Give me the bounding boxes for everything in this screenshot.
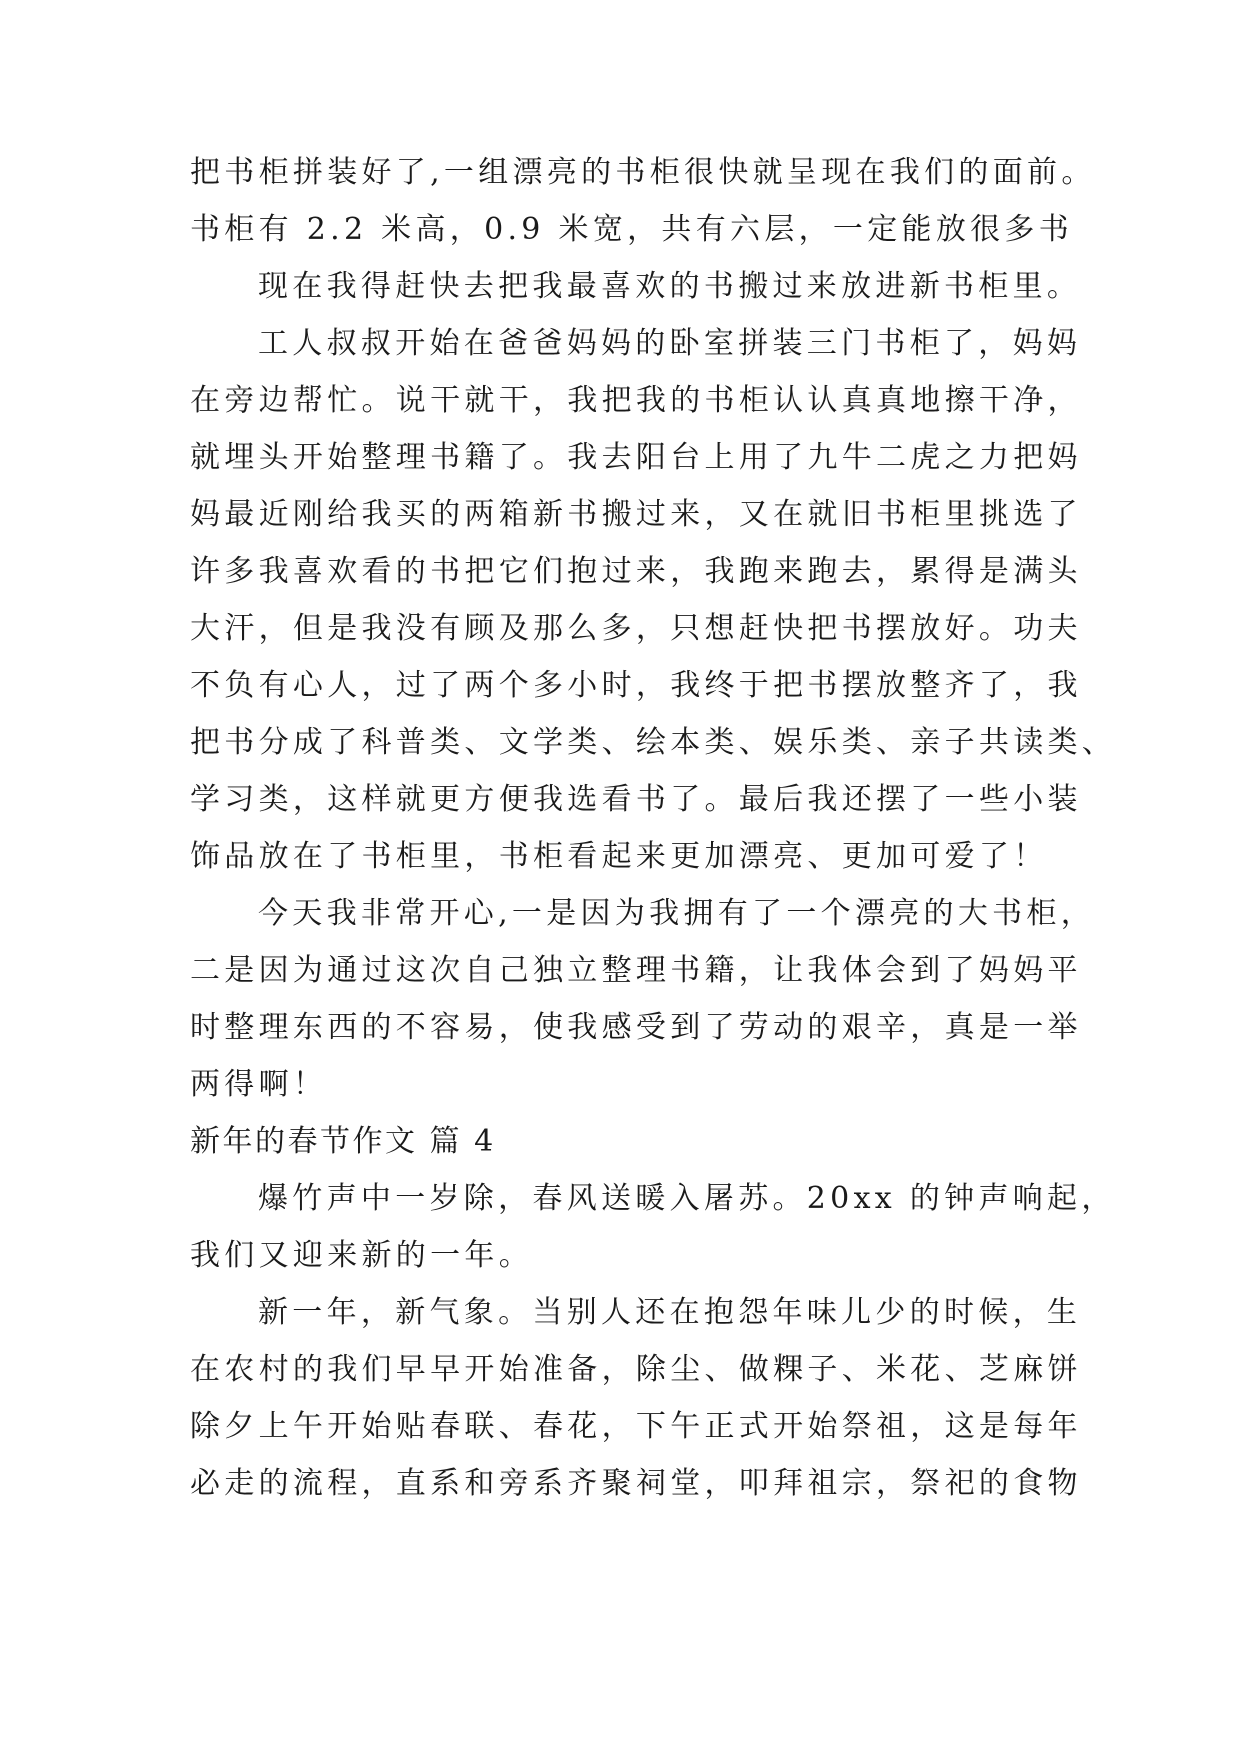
text-line: 在旁边帮忙。说干就干，我把我的书柜认认真真地擦干净，: [190, 383, 1082, 418]
text-line: 工人叔叔开始在爸爸妈妈的卧室拼装三门书柜了，妈妈: [258, 326, 1082, 361]
section-heading: 新年的春节作文 篇 4: [190, 1124, 496, 1159]
text-line: 妈最近刚给我买的两箱新书搬过来，又在就旧书柜里挑选了: [190, 497, 1082, 532]
text-line: 必走的流程，直系和旁系齐聚祠堂，叩拜祖宗，祭祀的食物: [190, 1466, 1082, 1501]
text-line: 爆竹声中一岁除，春风送暖入屠苏。20xx 的钟声响起，: [258, 1181, 1116, 1216]
text-line: 就埋头开始整理书籍了。我去阳台上用了九牛二虎之力把妈: [190, 440, 1082, 475]
text-line: 大汗，但是我没有顾及那么多，只想赶快把书摆放好。功夫: [190, 611, 1082, 646]
text-line: 许多我喜欢看的书把它们抱过来，我跑来跑去，累得是满头: [190, 554, 1082, 589]
text-line: 把书柜拼装好了,一组漂亮的书柜很快就呈现在我们的面前。: [190, 155, 1096, 190]
text-line: 新一年，新气象。当别人还在抱怨年味儿少的时候，生: [258, 1295, 1082, 1330]
text-line: 饰品放在了书柜里，书柜看起来更加漂亮、更加可爱了！: [190, 839, 1048, 874]
text-line: 今天我非常开心,一是因为我拥有了一个漂亮的大书柜，: [258, 896, 1096, 931]
text-line: 书柜有 2.2 米高，0.9 米宽，共有六层，一定能放很多书: [190, 212, 1074, 247]
text-line: 不负有心人，过了两个多小时，我终于把书摆放整齐了，我: [190, 668, 1082, 703]
text-line: 二是因为通过这次自己独立整理书籍，让我体会到了妈妈平: [190, 953, 1082, 988]
text-line: 学习类，这样就更方便我选看书了。最后我还摆了一些小装: [190, 782, 1082, 817]
text-line: 两得啊！: [190, 1067, 328, 1102]
text-line: 在农村的我们早早开始准备，除尘、做粿子、米花、芝麻饼: [190, 1352, 1082, 1387]
text-line: 现在我得赶快去把我最喜欢的书搬过来放进新书柜里。: [258, 269, 1082, 304]
text-line: 除夕上午开始贴春联、春花，下午正式开始祭祖，这是每年: [190, 1409, 1082, 1444]
document-body: [190, 144, 1117, 1512]
text-line: 时整理东西的不容易，使我感受到了劳动的艰辛，真是一举: [190, 1010, 1082, 1045]
text-line: 把书分成了科普类、文学类、绘本类、娱乐类、亲子共读类、: [190, 725, 1117, 760]
text-line: 我们又迎来新的一年。: [190, 1238, 533, 1273]
